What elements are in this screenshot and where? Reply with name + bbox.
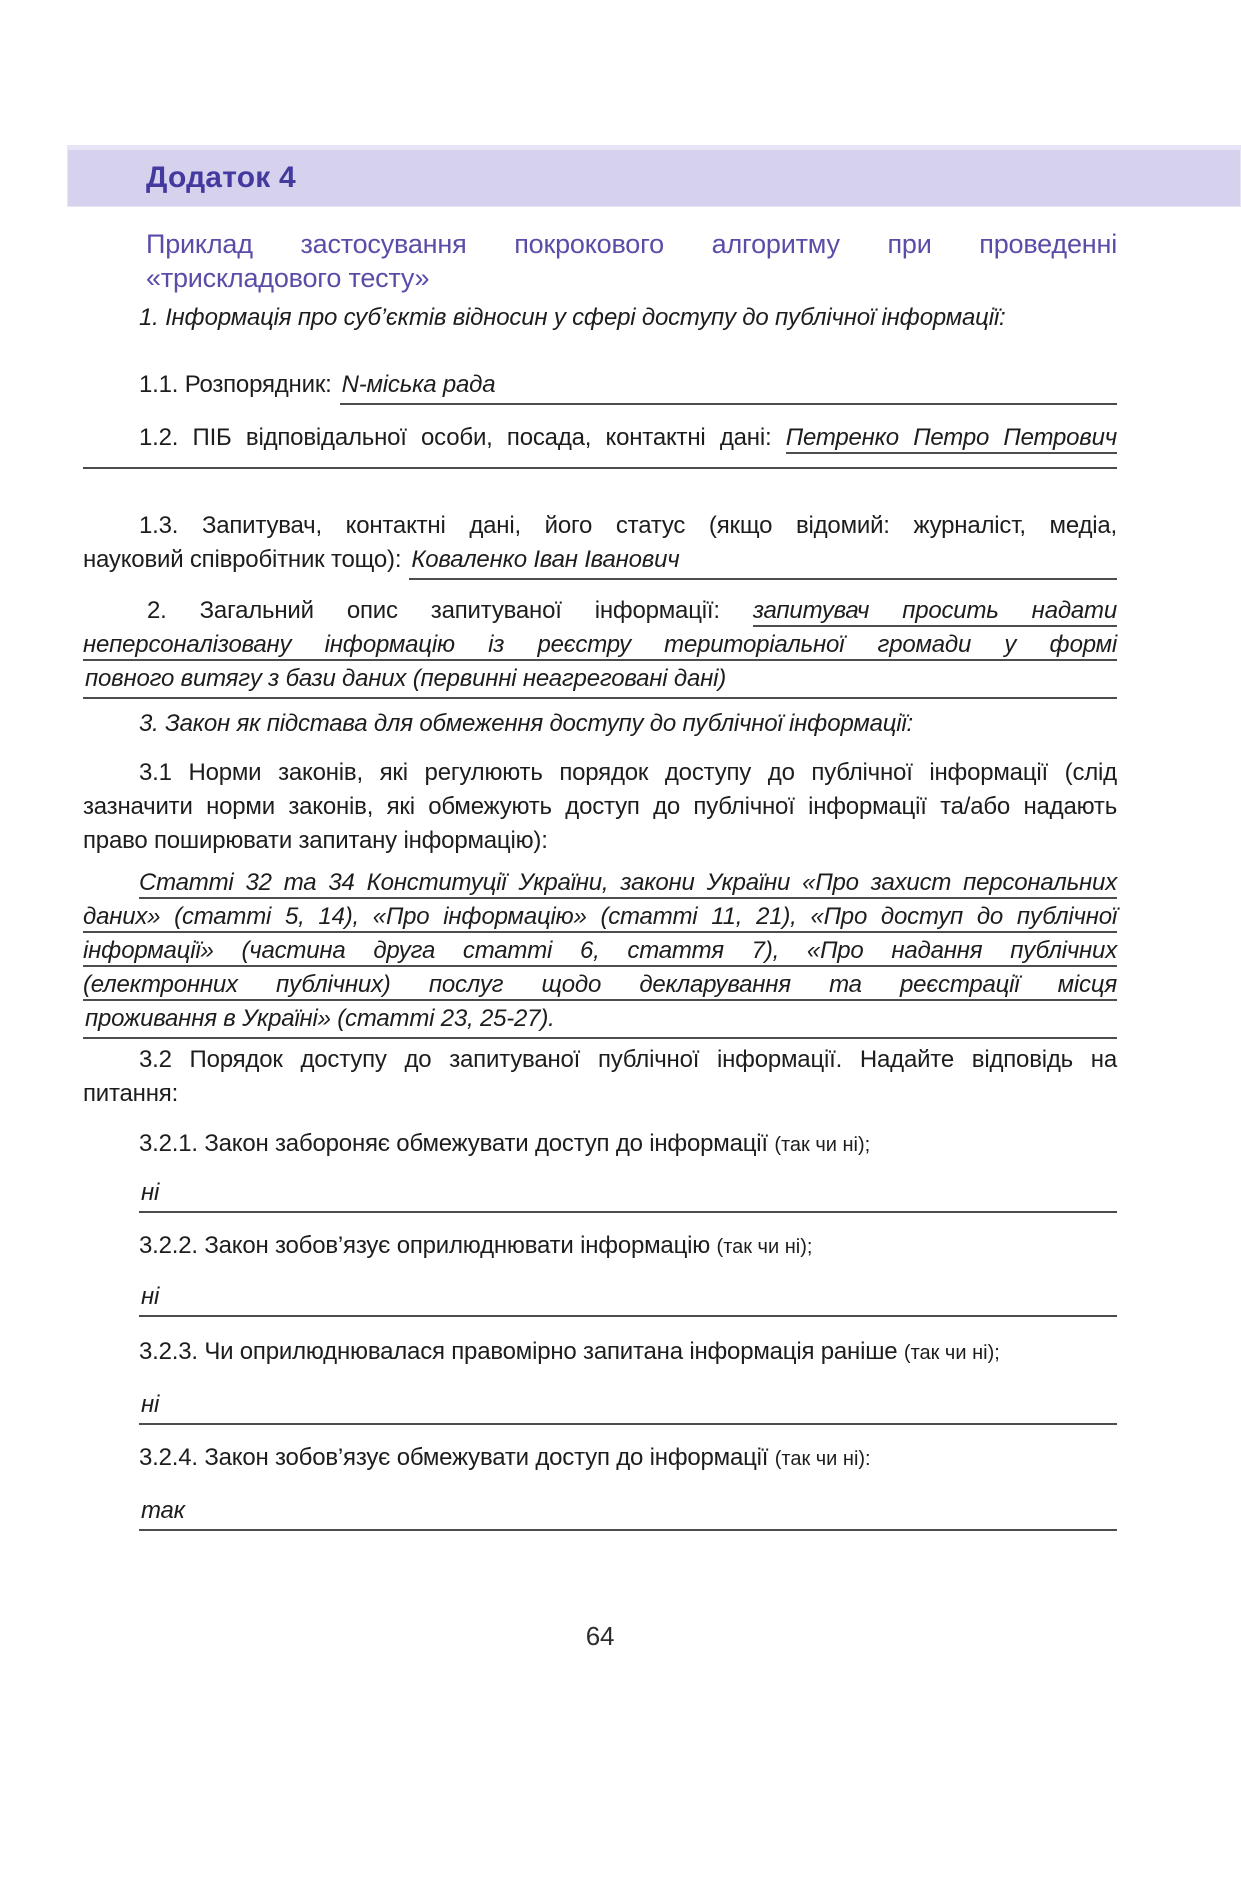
section-3-1-answer [83, 866, 1117, 1039]
answer-3-2-1 [83, 1176, 1117, 1213]
answer-line [83, 934, 1117, 968]
document-page [0, 145, 1241, 1653]
answer-line [83, 866, 1117, 900]
question-text: 3.2.3. Чи оприлюднювалася правомірно запитана інформація раніше [139, 1338, 898, 1365]
fill-line [191, 1494, 1117, 1531]
field-1-1-value: N-міська рада [340, 368, 502, 405]
answer-line [83, 900, 1117, 934]
section-3-2 [83, 1043, 1117, 1111]
page-number: 64 [585, 1621, 615, 1651]
blank-underline [83, 455, 1117, 469]
answer-line [83, 1002, 1117, 1039]
section-2-line [83, 628, 1117, 662]
fill-line [685, 543, 1117, 580]
section-1-heading: 1. Інформація про суб’єктів відносин у сфері доступу до публічної інформації: [139, 304, 1006, 331]
field-1-1 [83, 368, 1117, 405]
section-2-line [83, 662, 1117, 699]
section-3-1-line: право поширювати запитану інформацію): [83, 827, 548, 854]
question-text: 3.2.2. Закон зобов’язує оприлюднювати інформацію [139, 1232, 711, 1259]
answer-text: проживання в Україні» (статті 23, 25-27). [83, 1002, 561, 1039]
answer-text: (електронних публічних) послуг щодо декларування та реєстрації місця [83, 971, 1117, 1001]
field-1-2-line [83, 421, 1117, 455]
question-suffix: (так чи ні); [903, 1342, 1000, 1364]
field-1-3 [83, 509, 1117, 580]
section-3-2-line: питання: [83, 1080, 179, 1107]
section-2-value: запитувач просить надати [753, 597, 1117, 627]
field-1-2 [83, 421, 1117, 469]
answer-value: ні [139, 1280, 165, 1317]
answer-value: ні [139, 1176, 165, 1213]
question-3-2-3 [83, 1335, 1117, 1370]
question-suffix: (так чи ні); [774, 1134, 871, 1156]
subtitle-line: «трискладового тесту» [146, 263, 430, 293]
section-3-heading: 3. Закон як підстава для обмеження доступу до публічної інформації: [139, 710, 913, 737]
question-suffix: (так чи ні); [716, 1236, 813, 1258]
answer-3-2-3 [83, 1388, 1117, 1425]
fill-line [165, 1176, 1117, 1213]
answer-text: інформації» (частина друга статті 6, стаття 7), «Про надання публічних [83, 937, 1117, 967]
section-3-1 [83, 756, 1117, 858]
question-suffix: (так чи ні): [774, 1448, 871, 1470]
field-1-2-value: Петренко Петро Петрович [786, 424, 1117, 454]
field-1-1-label: 1.1. Розпорядник: [139, 371, 332, 398]
fill-line [561, 1002, 1117, 1039]
subtitle-line: Приклад застосування покрокового алгоритму при проведенні [146, 229, 1117, 259]
answer-3-2-2 [83, 1280, 1117, 1317]
section-3-2-line: 3.2 Порядок доступу до запитуваної публічної інформації. Надайте відповідь на [139, 1046, 1117, 1073]
answer-text: даних» (статті 5, 14), «Про інформацію» (статті 11, 21), «Про доступ до публічної [83, 903, 1117, 933]
question-text: 3.2.1. Закон забороняє обмежувати доступ до інформації [139, 1130, 768, 1157]
field-1-3-value: Коваленко Іван Іванович [409, 543, 685, 580]
section-2-line [83, 594, 1117, 628]
section-2-value: неперсоналізовану інформацію із реєстру територіальної громади у формі [83, 631, 1117, 661]
fill-line [501, 368, 1117, 405]
answer-value: так [139, 1494, 191, 1531]
field-1-3-line: 1.3. Запитувач, контактні дані, його статус (якщо відомий: журналіст, медіа, [139, 512, 1117, 539]
section-2 [83, 594, 1117, 699]
section-2-label: 2. Загальний опис запитуваної інформації: [147, 597, 720, 624]
page-subtitle [146, 227, 1117, 295]
field-1-3-answer-row [83, 543, 1117, 580]
field-1-3-label: науковий співробітник тощо): [83, 546, 402, 573]
answer-value: ні [139, 1388, 165, 1425]
answer-3-2-4 [83, 1494, 1117, 1531]
page-content [83, 227, 1117, 1653]
section-2-value: повного витягу з бази даних (первинні неагреговані дані) [83, 662, 732, 699]
fill-line [732, 662, 1117, 699]
field-1-2-label: 1.2. ПІБ відповідальної особи, посада, контактні дані: [139, 424, 772, 451]
appendix-header-band [67, 145, 1241, 207]
section-3-1-line: 3.1 Норми законів, які регулюють порядок доступу до публічної інформації (слід [139, 759, 1117, 786]
answer-text: Статті 32 та 34 Конституції України, закони України «Про захист персональних [139, 869, 1117, 899]
appendix-title: Додаток 4 [146, 161, 296, 194]
question-3-2-2 [83, 1229, 1117, 1264]
fill-line [165, 1388, 1117, 1425]
question-text: 3.2.4. Закон зобов’язує обмежувати доступ до інформації [139, 1444, 769, 1471]
answer-line [83, 968, 1117, 1002]
question-3-2-1 [83, 1127, 1117, 1162]
fill-line [165, 1280, 1117, 1317]
question-3-2-4 [83, 1441, 1117, 1476]
section-3-1-line: зазначити норми законів, які обмежують доступ до публічної інформації та/або надають [83, 793, 1117, 820]
